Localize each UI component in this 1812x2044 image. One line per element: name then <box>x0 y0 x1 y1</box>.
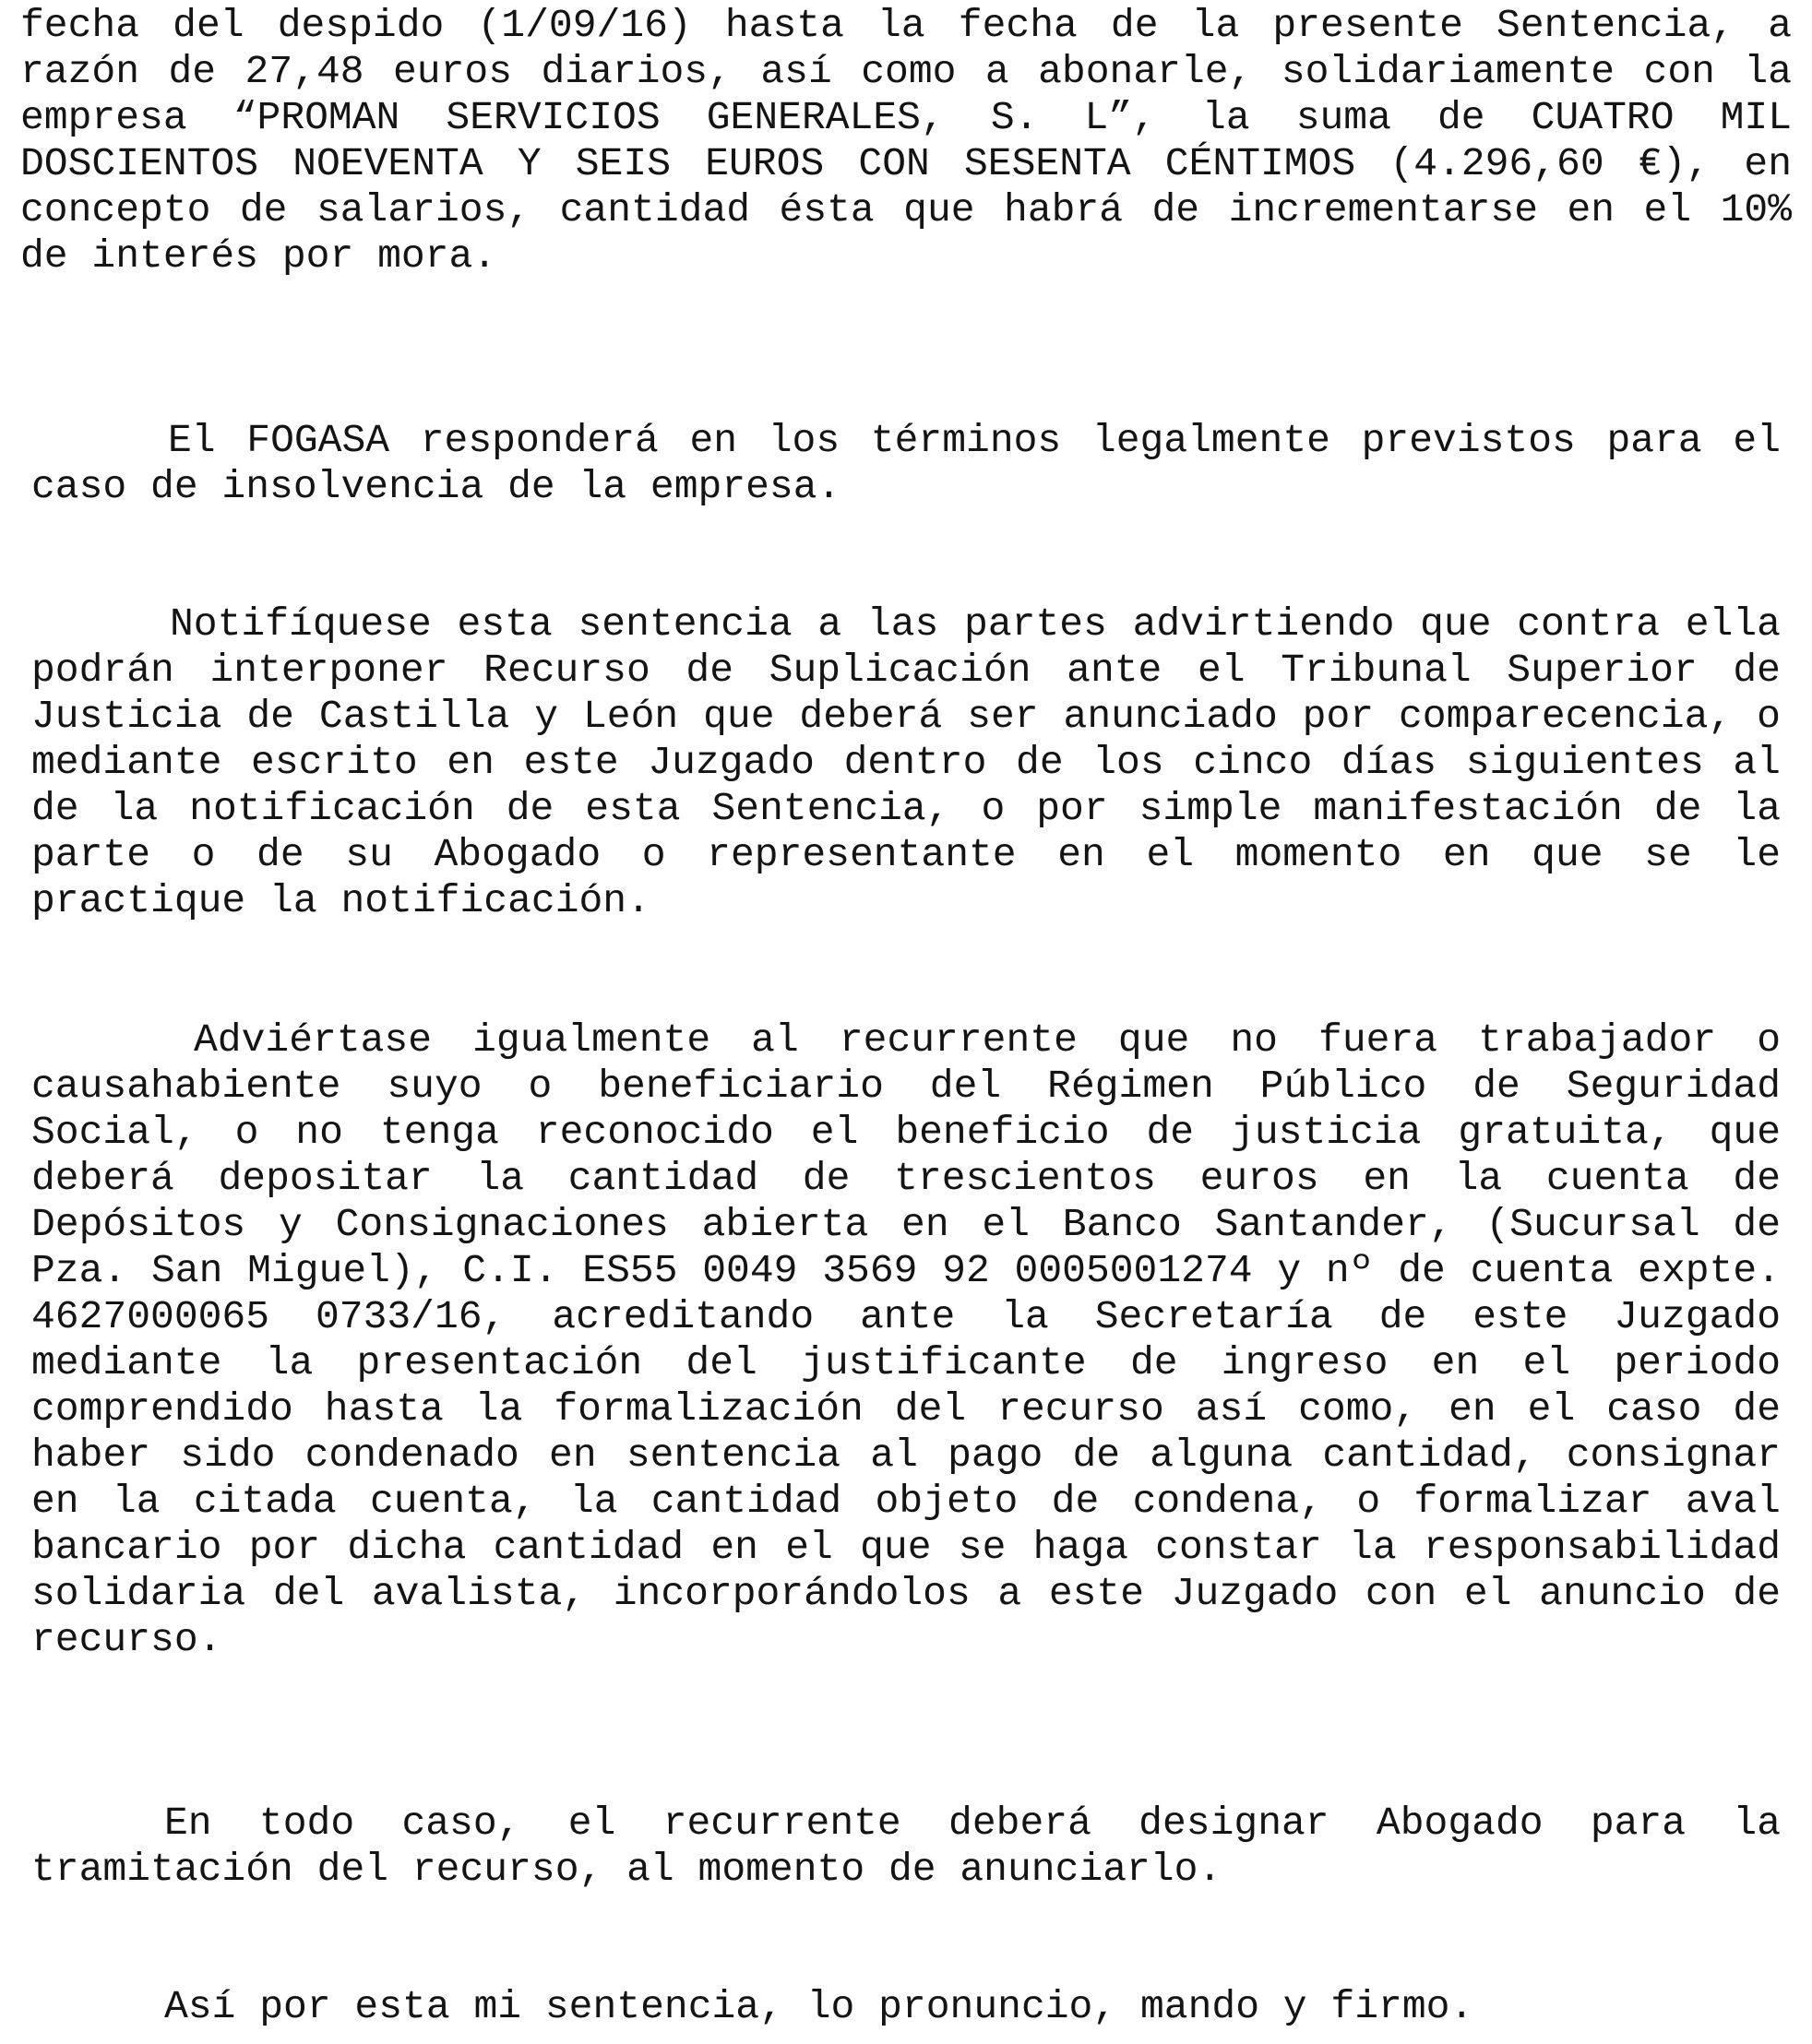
paragraph-deposito: Adviértase igualmente al recurrente que no fuera trabajador o causahabiente suyo o beneficiario del Régimen Público de Seguridad Social, o no tenga reconocido el beneficio de justicia gratuita, que deberá depositar la cantidad de trescientos euros en la cuenta de Depósitos y Consignaciones abierta en el Banco Santander, (Sucursal de Pza. San Miguel), C.I. ES55 0049 3569 92 0005001274 y nº de cuenta expte. 4627000065 0733/16, acreditando ante la Secretaría de este Juzgado mediante la presentación del justificante de ingreso en el periodo comprendido hasta la formalización del recurso así como, en el caso de haber sido condenado en sentencia al pago de alguna cantidad, consignar en la citada cuenta, la cantidad objeto de condena, o formalizar aval bancario por dicha cantidad en el que se haga constar la responsabilidad solidaria del avalista, incorporándolos a este Juzgado con el anuncio de recurso. <box>31 1017 1781 1662</box>
paragraph-firma: Así por esta mi sentencia, lo pronuncio, mando y firmo. <box>164 1984 1474 2029</box>
paragraph-fogasa: El FOGASA responderá en los términos legalmente previstos para el caso de insolvencia de la empresa. <box>31 418 1781 509</box>
paragraph-notificacion: Notifíquese esta sentencia a las partes advirtiendo que contra ella podrán interponer Recurso de Suplicación ante el Tribunal Superior de Justicia de Castilla y León que deberá ser anunciado por comparecencia, o mediante escrito en este Juzgado dentro de los cinco días siguientes al de la notificación de esta Sentencia, o por simple manifestación de la parte o de su Abogado o representante en el momento en que se le practique la notificación. <box>31 601 1781 923</box>
paragraph-abogado: En todo caso, el recurrente deberá designar Abogado para la tramitación del recurso, al momento de anunciarlo. <box>31 1800 1781 1892</box>
paragraph-salarios: fecha del despido (1/09/16) hasta la fecha de la presente Sentencia, a razón de 27,48 euros diarios, así como a abonarle, solidariamente con la empresa “PROMAN SERVICIOS GENERALES, S. L”, la suma de CUATRO MIL DOSCIENTOS NOEVENTA Y SEIS EUROS CON SESENTA CÉNTIMOS (4.296,60 €), en concepto de salarios, cantidad ésta que habrá de incrementarse en el 10% de interés por mora. <box>20 3 1792 279</box>
